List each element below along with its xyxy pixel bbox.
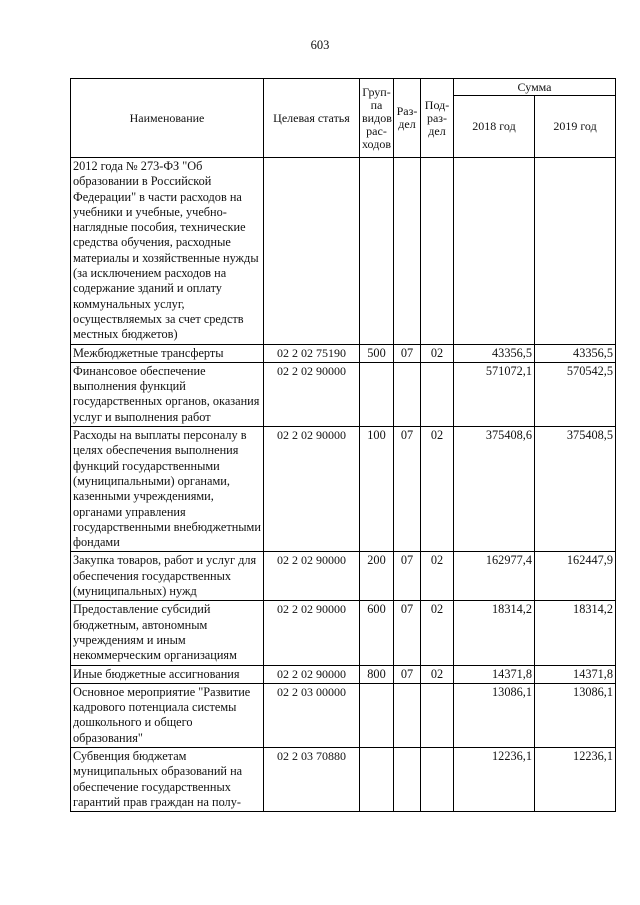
table-row <box>71 683 616 747</box>
row-section: 07 <box>394 427 421 552</box>
row-subsection: 02 <box>421 665 454 683</box>
row-amount-2019: 18314,2 <box>535 601 616 665</box>
row-subsection: 02 <box>421 552 454 601</box>
row-amount-2018: 375408,6 <box>454 427 535 552</box>
header-sum: Сумма <box>454 79 616 96</box>
row-amount-2018: 18314,2 <box>454 601 535 665</box>
row-name: Субвенция бюджетам муниципальных образований на обеспечение государственных гарантий прав граждан на полу- <box>71 747 264 811</box>
row-section: 07 <box>394 344 421 362</box>
table-row <box>71 427 616 552</box>
header-year-2019: 2019 год <box>535 96 616 158</box>
header-year-2018: 2018 год <box>454 96 535 158</box>
row-expense-group <box>360 747 394 811</box>
row-target-code: 02 2 03 70880 <box>264 747 360 811</box>
row-amount-2019: 13086,1 <box>535 683 616 747</box>
table-row <box>71 665 616 683</box>
row-expense-group: 100 <box>360 427 394 552</box>
table-row <box>71 747 616 811</box>
row-expense-group: 200 <box>360 552 394 601</box>
row-amount-2019: 12236,1 <box>535 747 616 811</box>
row-section <box>394 747 421 811</box>
header-subsection: Под-раз-дел <box>421 79 454 158</box>
row-name: Основное мероприятие "Развитие кадрового потенциала системы дошкольного и общего образования" <box>71 683 264 747</box>
row-amount-2018: 162977,4 <box>454 552 535 601</box>
row-expense-group: 800 <box>360 665 394 683</box>
row-target-code: 02 2 02 90000 <box>264 552 360 601</box>
header-expense-group: Груп-па видов рас-ходов <box>360 79 394 158</box>
row-amount-2018: 13086,1 <box>454 683 535 747</box>
row-name: Финансовое обеспечение выполнения функций государственных органов, оказания услуг и выполнения работ <box>71 362 264 426</box>
row-target-code: 02 2 02 75190 <box>264 344 360 362</box>
row-subsection <box>421 683 454 747</box>
row-amount-2018: 14371,8 <box>454 665 535 683</box>
row-subsection: 02 <box>421 344 454 362</box>
row-section <box>394 362 421 426</box>
row-name: Предоставление субсидий бюджетным, автономным учреждениям и иным некоммерческим организациям <box>71 601 264 665</box>
row-name: 2012 года № 273-ФЗ "Об образовании в Российской Федерации" в части расходов на учебники и учебные, учебно-наглядные пособия, технические средства обучения, расходные материалы и хозяйственные нужды (за исключением расходов на содержание зданий и оплату коммунальных услуг, осуществляемых за счет средств местных бюджетов) <box>71 158 264 345</box>
row-amount-2019: 43356,5 <box>535 344 616 362</box>
row-section: 07 <box>394 552 421 601</box>
table-row <box>71 552 616 601</box>
row-name: Межбюджетные трансферты <box>71 344 264 362</box>
row-name: Закупка товаров, работ и услуг для обеспечения государственных (муниципальных) нужд <box>71 552 264 601</box>
header-section: Раз-дел <box>394 79 421 158</box>
row-amount-2018: 43356,5 <box>454 344 535 362</box>
row-subsection: 02 <box>421 427 454 552</box>
row-amount-2019 <box>535 158 616 345</box>
table-row <box>71 362 616 426</box>
row-subsection <box>421 362 454 426</box>
row-target-code: 02 2 02 90000 <box>264 362 360 426</box>
page-number: 603 <box>310 38 330 52</box>
row-subsection: 02 <box>421 601 454 665</box>
row-expense-group: 600 <box>360 601 394 665</box>
row-section <box>394 158 421 345</box>
row-amount-2018: 571072,1 <box>454 362 535 426</box>
row-subsection <box>421 158 454 345</box>
row-subsection <box>421 747 454 811</box>
row-section <box>394 683 421 747</box>
table-row <box>71 158 616 345</box>
table-row <box>71 601 616 665</box>
budget-table <box>70 78 616 812</box>
table-row <box>71 344 616 362</box>
row-section: 07 <box>394 601 421 665</box>
row-target-code: 02 2 02 90000 <box>264 665 360 683</box>
row-amount-2019: 375408,5 <box>535 427 616 552</box>
row-expense-group <box>360 158 394 345</box>
row-section: 07 <box>394 665 421 683</box>
row-amount-2018 <box>454 158 535 345</box>
row-target-code: 02 2 02 90000 <box>264 427 360 552</box>
row-amount-2019: 14371,8 <box>535 665 616 683</box>
row-target-code: 02 2 02 90000 <box>264 601 360 665</box>
header-name: Наименование <box>71 79 264 158</box>
row-target-code: 02 2 03 00000 <box>264 683 360 747</box>
row-name: Иные бюджетные ассигнования <box>71 665 264 683</box>
row-expense-group <box>360 362 394 426</box>
row-name: Расходы на выплаты персоналу в целях обеспечения выполнения функций государственными (муниципальными) органами, казенными учреждениями, органами управления государственными внебюджетными фондами <box>71 427 264 552</box>
row-target-code <box>264 158 360 345</box>
row-expense-group <box>360 683 394 747</box>
row-amount-2019: 570542,5 <box>535 362 616 426</box>
row-amount-2019: 162447,9 <box>535 552 616 601</box>
header-target-article: Целевая статья <box>264 79 360 158</box>
row-amount-2018: 12236,1 <box>454 747 535 811</box>
row-expense-group: 500 <box>360 344 394 362</box>
